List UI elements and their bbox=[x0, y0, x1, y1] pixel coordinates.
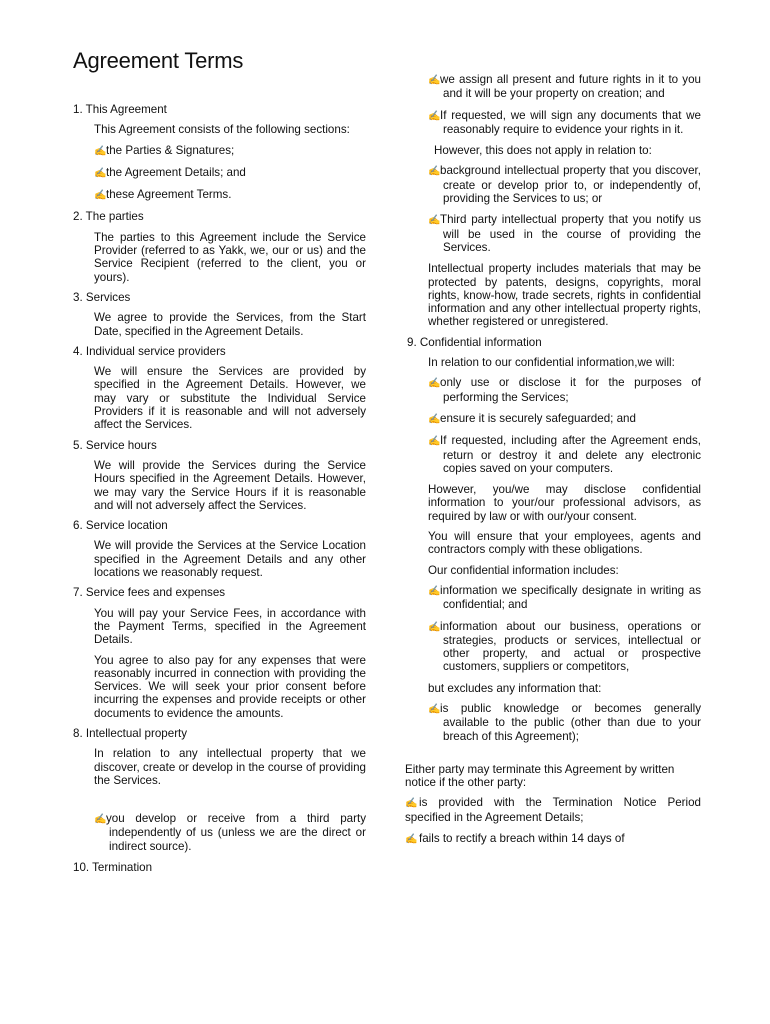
list-item bbox=[428, 702, 701, 743]
pen-hand-icon: ✍ bbox=[428, 75, 441, 86]
list-item bbox=[428, 584, 701, 612]
right-column bbox=[405, 73, 701, 854]
list-item-text: information we specifically designate in writing as confidential; and bbox=[440, 583, 701, 612]
pen-hand-icon: ✍ bbox=[428, 621, 441, 633]
pen-hand-icon: ✍ bbox=[94, 145, 107, 157]
list-item bbox=[428, 164, 701, 205]
pen-hand-icon: ✍ bbox=[428, 413, 441, 425]
paragraph: We will ensure the Services are provided by specified in the Agreement Details. However, we may vary or substitute the Individual Service Providers if it is reasonable and will not adversely affect the Services. bbox=[94, 365, 366, 432]
paragraph: The parties to this Agreement include the Service Provider (referred to as Yakk, we, our or us) and the Service Recipient (referred to the client, you or yours). bbox=[94, 230, 366, 284]
paragraph: In relation to our confidential information,we will: bbox=[428, 356, 675, 370]
section-heading: 9. Confidential information bbox=[407, 335, 542, 349]
list-item-text: is provided with the Termination Notice Period specified in the Agreement Details; bbox=[405, 796, 701, 824]
pen-hand-icon: ✍ bbox=[428, 703, 441, 715]
paragraph: In relation to any intellectual property that we discover, create or develop in the course of providing the Services. bbox=[94, 747, 366, 787]
list-item bbox=[428, 412, 701, 426]
list-item bbox=[428, 376, 701, 404]
section-heading: 8. Intellectual property bbox=[73, 726, 188, 740]
pen-hand-icon: ✍ bbox=[94, 190, 107, 202]
list-item-text: If requested, we will sign any documents that we reasonably require to evidence your rights in it. bbox=[440, 108, 701, 136]
list-item bbox=[94, 166, 366, 180]
pen-hand-icon: ✍ bbox=[428, 166, 441, 178]
section-heading: 6. Service location bbox=[73, 519, 168, 533]
list-item-text: the Agreement Details; and bbox=[106, 165, 246, 179]
list-item-text: If requested, including after the Agreement ends, return or destroy it and delete any electronic copies saved on your computers. bbox=[440, 434, 701, 475]
paragraph: We will provide the Services during the Service Hours specified in the Agreement Details. However, we may vary the Service Hours if it is reasonable and will not adversely affect the Services. bbox=[94, 458, 366, 512]
paragraph: You will pay your Service Fees, in accordance with the Payment Terms, specified in the Agreement Details. bbox=[94, 606, 366, 647]
list-item-text: ensure it is securely safeguarded; and bbox=[440, 411, 636, 425]
pen-hand-icon: ✍ bbox=[428, 215, 441, 227]
pen-hand-icon: ✍ bbox=[428, 378, 441, 390]
paragraph: We will provide the Services at the Service Location specified in the Agreement Details and any other locations we reasonably request. bbox=[94, 539, 366, 580]
pen-hand-icon: ✍ bbox=[405, 798, 418, 810]
list-item-text: is public knowledge or becomes generally available to the public (other than due to your breach of this Agreement); bbox=[440, 701, 701, 743]
pen-hand-icon: ✍ bbox=[94, 167, 107, 179]
list-item bbox=[428, 213, 701, 254]
list-item bbox=[428, 73, 701, 101]
paragraph: You agree to also pay for any expenses that were reasonably incurred in connection with providing the Services. We will seek your prior consent before incurring the expenses and provide receipts or other documents to evidence the amounts. bbox=[94, 653, 366, 720]
section-heading: 3. Services bbox=[73, 290, 131, 304]
list-item-text: background intellectual property that you discover, create or develop prior to, or independently of, providing the Services to us; or bbox=[440, 164, 701, 206]
list-item-text: information about our business, operations or strategies, products or services, intellectual or other property, and actual or prospective customers, suppliers or competitors, bbox=[440, 619, 701, 674]
page-title: Agreement Terms bbox=[73, 48, 244, 73]
section-heading: 10. Termination bbox=[73, 861, 153, 875]
list-item bbox=[428, 109, 701, 137]
pen-hand-icon: ✍ bbox=[94, 814, 107, 826]
list-item-text: we assign all present and future rights in it to you and it will be your property on creation; and bbox=[440, 73, 701, 101]
list-item bbox=[405, 796, 701, 824]
paragraph: We agree to provide the Services, from the Start Date, specified in the Agreement Details. bbox=[94, 311, 366, 338]
list-item bbox=[405, 832, 701, 846]
pen-hand-icon: ✍ bbox=[428, 110, 441, 122]
paragraph: but excludes any information that: bbox=[428, 681, 602, 695]
paragraph: This Agreement consists of the following sections: bbox=[94, 123, 350, 137]
list-item bbox=[94, 188, 366, 202]
list-item-text: fails to rectify a breach within 14 days of bbox=[419, 832, 625, 846]
list-item-text: you develop or receive from a third party independently of us (unless we are the direct or indirect source). bbox=[106, 812, 366, 853]
list-item-text: these Agreement Terms. bbox=[106, 188, 232, 202]
list-item-text: Third party intellectual property that you notify us will be used in the course of providing the Services. bbox=[440, 213, 701, 254]
list-item bbox=[428, 620, 701, 674]
paragraph: You will ensure that your employees, agents and contractors comply with these obligations. bbox=[428, 530, 701, 557]
section-heading: 7. Service fees and expenses bbox=[73, 586, 226, 600]
left-column bbox=[73, 103, 366, 881]
paragraph: Intellectual property includes materials that may be protected by patents, designs, copyrights, moral rights, know-how, trade secrets, rights in confidential information and any other intellectual property rights, whether registered or unregistered. bbox=[428, 262, 701, 329]
list-item bbox=[94, 812, 366, 853]
pen-hand-icon: ✍ bbox=[428, 436, 441, 448]
paragraph: Either party may terminate this Agreement by written notice if the other party: bbox=[405, 762, 675, 790]
paragraph: Our confidential information includes: bbox=[428, 563, 619, 577]
list-item bbox=[428, 434, 701, 475]
section-heading: 4. Individual service providers bbox=[73, 344, 226, 358]
paragraph: However, this does not apply in relation to: bbox=[434, 144, 652, 158]
pen-hand-icon: ✍ bbox=[405, 834, 418, 846]
section-heading: 1. This Agreement bbox=[73, 103, 167, 116]
paragraph: However, you/we may disclose confidential information to your/our professional advisors, as required by law or with our/your consent. bbox=[428, 483, 701, 523]
pen-hand-icon: ✍ bbox=[428, 585, 441, 597]
section-heading: 5. Service hours bbox=[73, 438, 157, 452]
list-item bbox=[94, 144, 366, 158]
list-item-text: the Parties & Signatures; bbox=[106, 143, 235, 157]
section-heading: 2. The parties bbox=[73, 210, 144, 224]
list-item-text: only use or disclose it for the purposes of performing the Services; bbox=[440, 376, 701, 404]
